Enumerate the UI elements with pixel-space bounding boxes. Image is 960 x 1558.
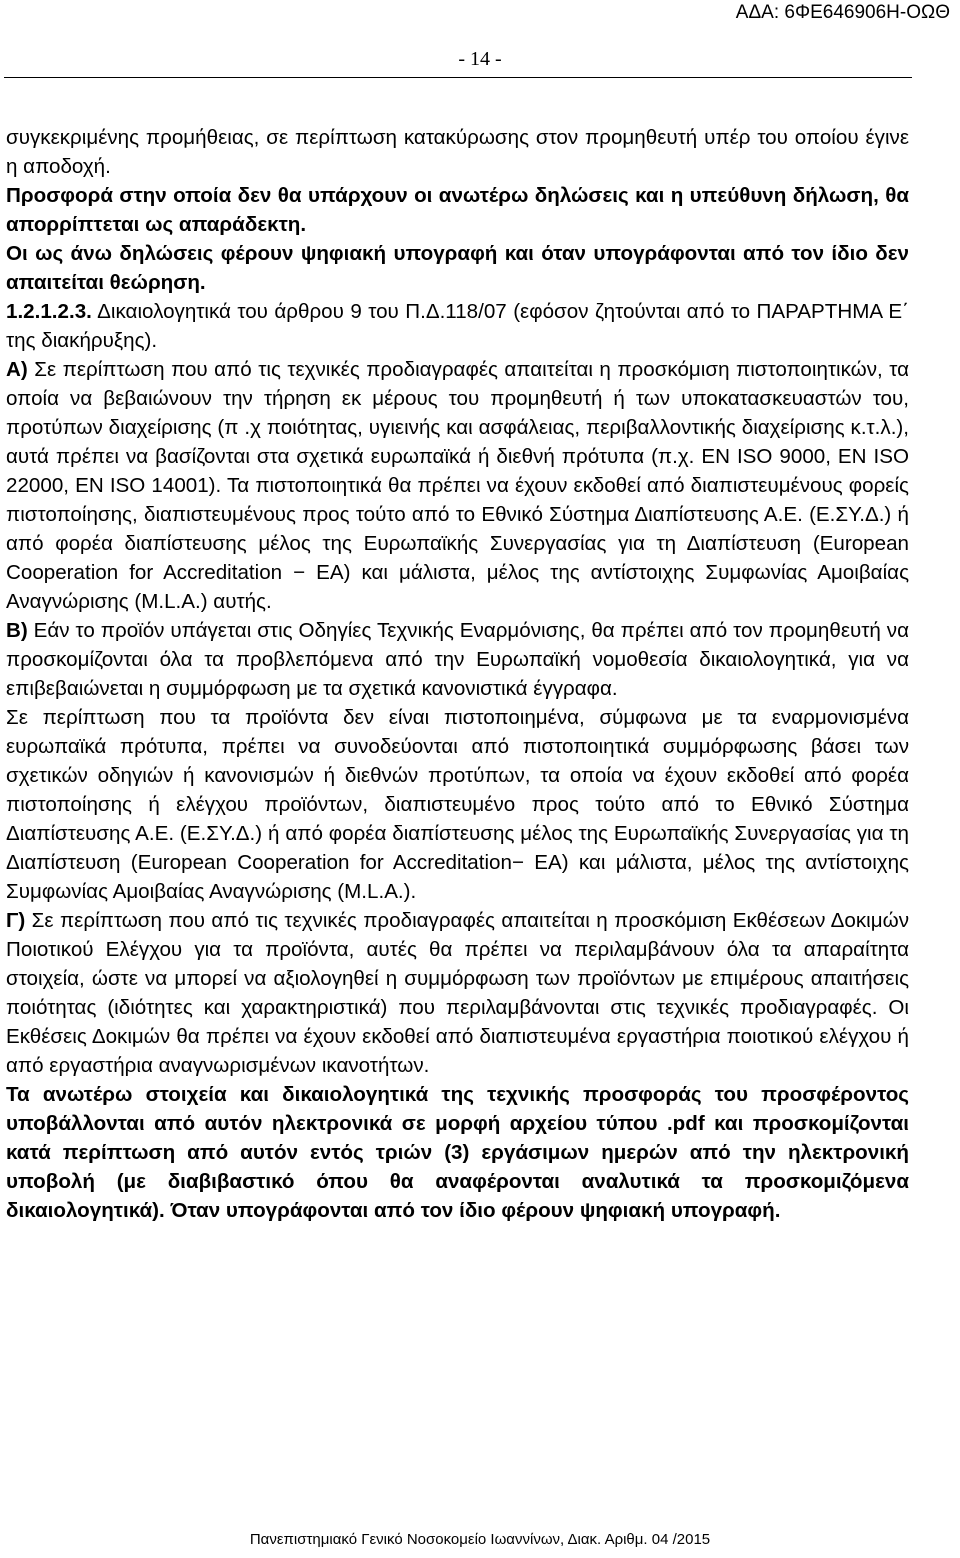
item-text-b: Εάν το προϊόν υπάγεται στις Οδηγίες Τεχνικής Εναρμόνισης, θα πρέπει από τον προμηθευτή να προσκομίζονται όλα τα προβλεπόμενα από την Ευρωπαϊκή νομοθεσία δικαιολογητικά, για να επιβεβαιώνεται η συμμόρφωση με τα σχετικά κανονιστικά έγγραφα. [6, 619, 909, 700]
section-text: Δικαιολογητικά του άρθρου 9 του Π.Δ.118/07 (εφόσον ζητούνται από το ΠΑΡΑΡΤΗΜΑ Ε΄ της διακήρυξης). [6, 300, 909, 352]
item-label-b: Β) [6, 619, 28, 642]
header-rule [4, 77, 912, 78]
document-body [6, 123, 909, 1225]
paragraph-4 [6, 297, 909, 355]
section-number: 1.2.1.2.3. [6, 300, 92, 323]
paragraph-6: Τα ανωτέρω στοιχεία και δικαιολογητικά της τεχνικής προσφοράς του προσφέροντος υποβάλλονται από αυτόν ηλεκτρονικά σε μορφή αρχείου τύπου .pdf και προσκομίζονται κατά περίπτωση από αυτόν εντός τριών (3) εργάσιμων ημερών από την ηλεκτρονική υποβολή (με διαβιβαστικό όπου θα αναφέρονται αναλυτικά τα προσκομιζόμενα δικαιολογητικά). Όταν υπογράφονται από τον ίδιο φέρουν ψηφιακή υπογραφή. [6, 1083, 909, 1222]
item-label-c: Γ) [6, 909, 26, 932]
item-text-c: Σε περίπτωση που από τις τεχνικές προδιαγραφές απαιτείται η προσκόμιση Εκθέσεων Δοκιμών Ποιοτικού Ελέγχου για τα προϊόντα, αυτές θα πρέπει να περιλαμβάνουν όλα τα απαραίτητα στοιχεία, ώστε να μπορεί να αξιολογηθεί η συμμόρφωση των προϊόντων με επιμέρους απαιτήσεις ποιότητας (ιδιότητες και χαρακτηριστικά) που περιλαμβάνονται στις τεχνικές προδιαγραφές. Οι Εκθέσεις Δοκιμών θα πρέπει να έχουν εκδοθεί από διαπιστευμένα εργαστήρια ποιοτικού ελέγχου ή από εργαστήρια αναγνωρισμένων ικανοτήτων. [6, 909, 909, 1077]
paragraph-3: Οι ως άνω δηλώσεις φέρουν ψηφιακή υπογραφή και όταν υπογράφονται από τον ίδιο δεν απαιτείται θεώρηση. [6, 242, 909, 294]
paragraph-5: Σε περίπτωση που τα προϊόντα δεν είναι πιστοποιημένα, σύμφωνα με τα εναρμονισμένα ευρωπαϊκά πρότυπα, πρέπει να συνοδεύονται από πιστοποιητικά συμμόρφωσης βάσει των σχετικών οδηγιών ή κανονισμών ή διεθνών προτύπων, τα οποία να έχουν εκδοθεί από φορέα πιστοποίησης ή ελέγχου προϊόντων, διαπιστευμένο προς τούτο από το Εθνικό Σύστημα Διαπίστευσης Α.Ε. (Ε.ΣΥ.Δ.) ή από φορέα διαπίστευσης μέλος της Ευρωπαϊκής Συνεργασίας για τη Διαπίστευση (European Cooperation for Accreditation− EA) και μάλιστα, μέλος της αντίστοιχης Συμφωνίας Αμοιβαίας Αναγνώρισης (M.L.A.). [6, 706, 909, 903]
paragraph-c [6, 906, 909, 1080]
item-text-a: Σε περίπτωση που από τις τεχνικές προδιαγραφές απαιτείται η προσκόμιση πιστοποιητικών, τα οποία να βεβαιώνουν την τήρηση εκ μέρους του προμηθευτή ή των υποκατασκευαστών του, προτύπων διαχείρισης (π .χ ποιότητας, υγιεινής και ασφάλειας, περιβαλλοντικής διαχείρισης κ.τ.λ.), αυτά πρέπει να βασίζονται στα σχετικά ευρωπαϊκά ή διεθνή πρότυπα (π.χ. ΕΝ ISO 9000, ΕΝ ISO 22000, ΕΝ ISO 14001). Τα πιστοποιητικά θα πρέπει να έχουν εκδοθεί από διαπιστευμένους φορείς πιστοποίησης, διαπιστευμένους προς τούτο από το Εθνικό Σύστημα Διαπίστευσης Α.Ε. (Ε.ΣΥ.Δ.) ή από φορέα διαπίστευσης μέλος της Ευρωπαϊκής Συνεργασίας για τη Διαπίστευση (European Cooperation for Accreditation − EA) και μάλιστα, μέλος της αντίστοιχης Συμφωνίας Αμοιβαίας Αναγνώρισης (M.L.A.) αυτής. [6, 358, 909, 613]
page-number: - 14 - [458, 48, 502, 70]
paragraph-b [6, 616, 909, 703]
ada-code: ΑΔΑ: 6ΦΕ646906Η-ΟΩΘ [735, 2, 950, 23]
paragraph-2: Προσφορά στην οποία δεν θα υπάρχουν οι ανωτέρω δηλώσεις και η υπεύθυνη δήλωση, θα απορρίπτεται ως απαράδεκτη. [6, 184, 909, 236]
item-label-a: Α) [6, 358, 28, 381]
footer-text: Πανεπιστημιακό Γενικό Νοσοκομείο Ιωαννίνων, Διακ. Αριθμ. 04 /2015 [249, 1531, 711, 1548]
paragraph-1: συγκεκριμένης προμήθειας, σε περίπτωση κατακύρωσης στον προμηθευτή υπέρ του οποίου έγινε η αποδοχή. [6, 126, 909, 178]
paragraph-a [6, 355, 909, 616]
